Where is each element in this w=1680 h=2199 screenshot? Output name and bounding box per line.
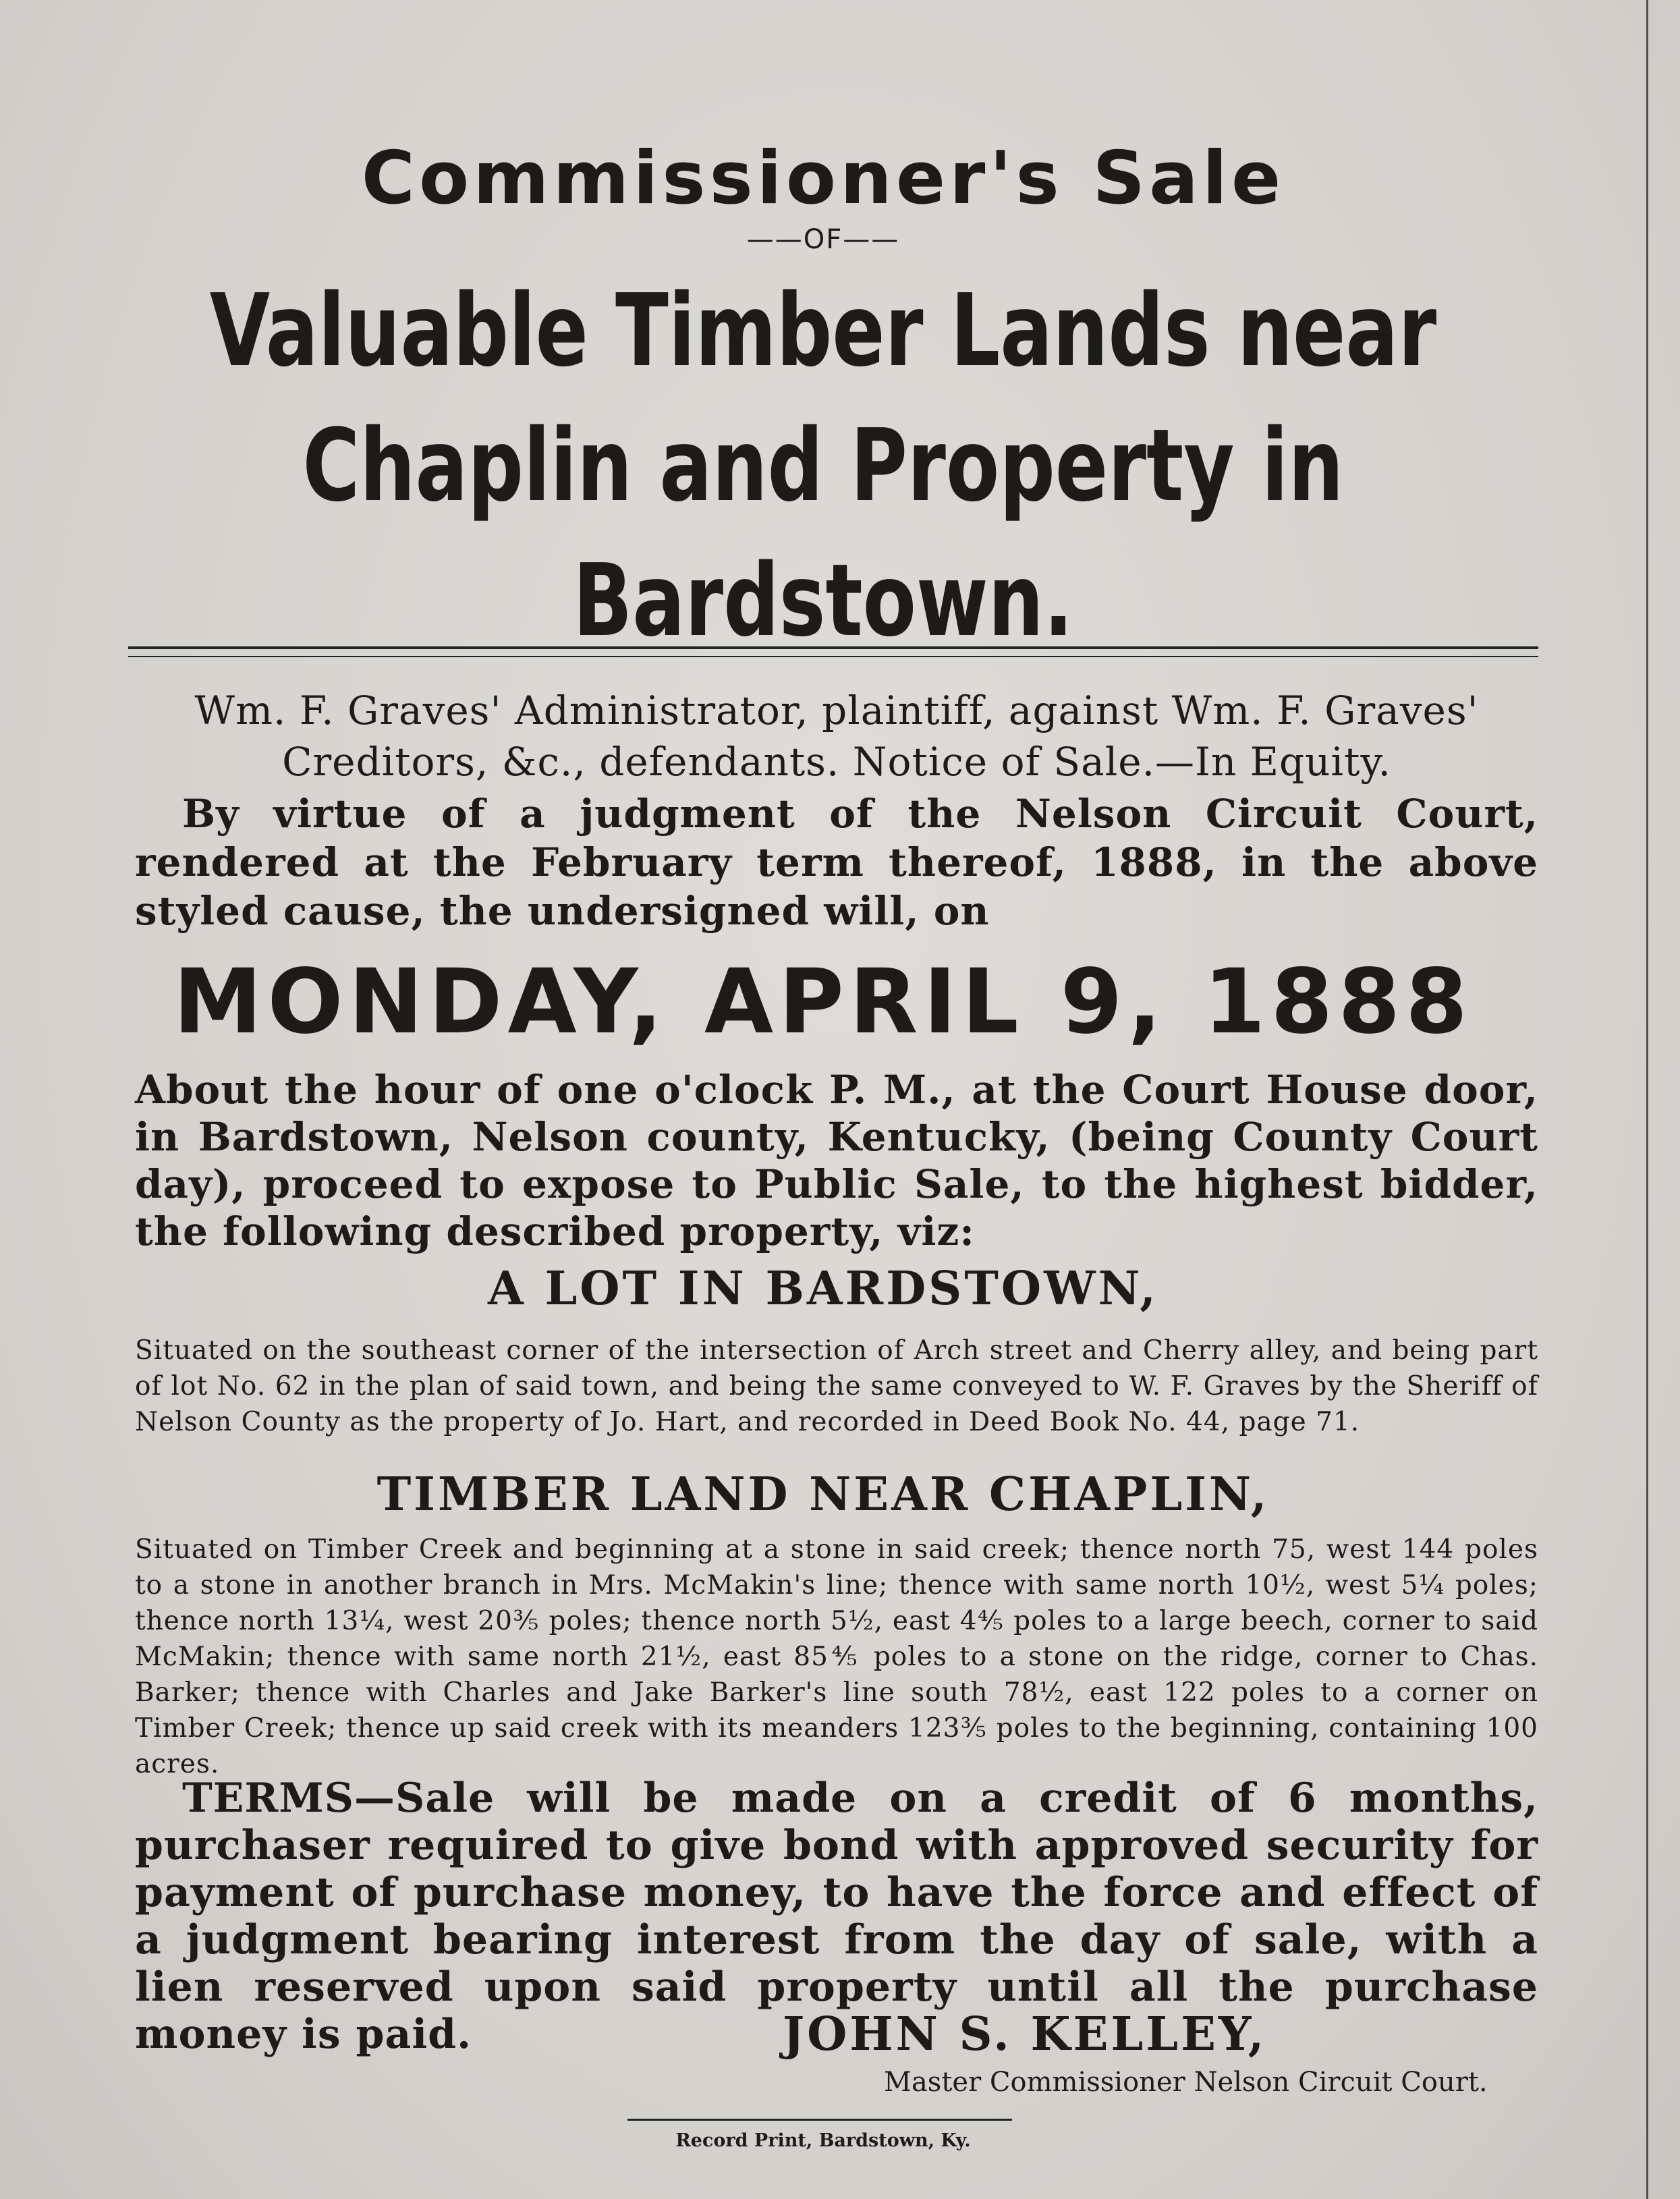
subtitle-line-3: Bardstown. [573, 542, 1073, 659]
printer-credit: Record Print, Bardstown, Ky. [675, 2130, 971, 2151]
lot-heading: A LOT IN BARDSTOWN, [488, 1262, 1158, 1316]
subtitle-line-1: Valuable Timber Lands near [209, 273, 1437, 389]
divider-thin [128, 656, 1538, 657]
case-caption: Wm. F. Graves' Administrator, plaintiff, against Wm. F. Graves' Creditors, &c., defendants. Notice of Sale.—In Equity. [194, 688, 1479, 785]
lead-paragraph: By virtue of a judgment of the Nelson Circuit Court, rendered at the February term thereof, 1888, in the above styled cause, the undersigned will, on [135, 791, 1538, 934]
sale-date: MONDAY, APRIL 9, 1888 [173, 950, 1474, 1054]
printer-divider [627, 2119, 1012, 2121]
timber-description: Situated on Timber Creek and beginning at a stone in said creek; thence north 75, west 144 poles to a stone in another branch in Mrs. McMakin's line; thence with same north 10½, west 5¼ poles; thence north 13¼, west 20⅗ poles; thence north 5½, east 4⅘ poles to a large beech, corner to said McMakin; thence with same north 21½, east 85⅘ poles to a stone on the ridge, corner to Chas. Barker; thence with Charles and Jake Barker's line south 78½, east 122 poles to a corner on Timber Creek; thence up said creek with its meanders 123⅗ poles to the beginning, containing 100 acres. [135, 1534, 1538, 1779]
poster-title: Commissioner's Sale [361, 136, 1285, 221]
lot-description: Situated on the southeast corner of the intersection of Arch street and Cherry alley, and being part of lot No. 62 in the plan of said town, and being the same conveyed to W. F. Graves by the Sheriff of Nelson County as the property of Jo. Hart, and recorded in Deed Book No. 44, page 71. [135, 1335, 1538, 1437]
terms-paragraph: TERMS—Sale will be made on a credit of 6 months, purchaser required to give bond with approved security for payment of purchase money, to have the force and effect of a judgment bearing interest from the day of sale, with a lien reserved upon said property until all the purchase money is paid. [135, 1775, 1538, 2058]
timber-heading: TIMBER LAND NEAR CHAPLIN, [376, 1468, 1270, 1522]
signature-title: Master Commissioner Nelson Circuit Court. [884, 2067, 1488, 2098]
of-separator: ——OF—— [746, 224, 900, 255]
page-edge [1646, 0, 1648, 2199]
signature-name: JOHN S. KELLEY, [783, 2007, 1267, 2061]
subtitle-line-2: Chaplin and Property in [302, 408, 1344, 524]
poster-subtitle [181, 263, 1465, 668]
divider-thick [128, 646, 1538, 649]
sale-details: About the hour of one o'clock P. M., at the Court House door, in Bardstown, Nelson county, Kentucky, (being County Court day), proceed to expose to Public Sale, to the highest bidder, the following described property, viz: [135, 1067, 1538, 1254]
